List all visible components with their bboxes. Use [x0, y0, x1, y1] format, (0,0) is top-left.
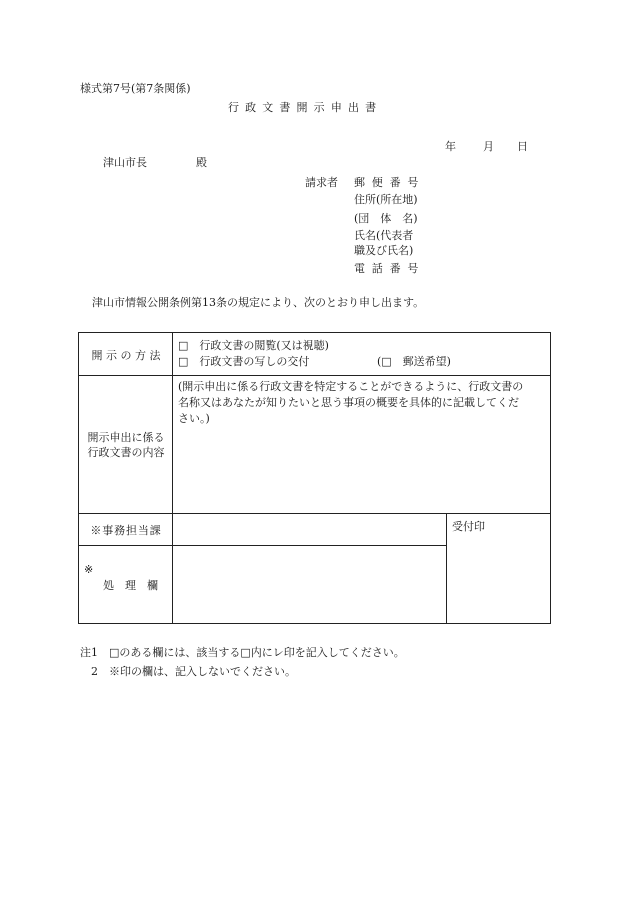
requester-phone: 電 話 番 号 [354, 262, 421, 275]
table-row-divider-1 [78, 375, 551, 376]
table-stamp-divider [446, 513, 447, 624]
requester-name-line2: 職及び氏名) [354, 244, 414, 257]
page-title: 行 政 文 書 開 示 申 出 書 [228, 101, 378, 114]
content-label-line2: 行政文書の内容 [87, 446, 165, 459]
requester-name-line1: 氏名(代表者 [354, 229, 414, 242]
note-2: 2 ※印の欄は、記入しないでください。 [91, 665, 296, 678]
requester-label: 請求者 [305, 176, 338, 189]
content-input-area[interactable] [173, 428, 550, 512]
dept-input[interactable] [173, 514, 445, 545]
date-day: 日 [517, 140, 528, 153]
stamp-label: 受付印 [452, 520, 485, 533]
table-border-top [78, 332, 551, 333]
process-label: 処 理 欄 [103, 579, 158, 592]
intro-text: 津山市情報公開条例第13条の規定により、次のとおり申し出ます。 [92, 296, 425, 309]
method-option-mail[interactable]: (□ 郵送希望) [377, 355, 451, 368]
table-border-bottom [78, 623, 551, 624]
content-note-line2: 名称又はあなたが知りたいと思う事項の概要を具体的に記載してくだ [178, 396, 519, 409]
addressee-honorific: 殿 [196, 156, 207, 169]
process-mark: ※ [84, 563, 94, 576]
content-label-line1: 開示申出に係る [87, 431, 165, 444]
date-year: 年 [445, 140, 456, 153]
note-1: 注1 □のある欄には、該当する□内にレ印を記入してください。 [80, 646, 405, 659]
date-month: 月 [483, 140, 494, 153]
content-note-line3: さい。) [178, 412, 210, 425]
requester-postal: 郵 便 番 号 [354, 176, 421, 189]
process-input[interactable] [173, 546, 445, 623]
addressee-name: 津山市長 [103, 156, 147, 169]
form-id: 様式第7号(第7条関係) [80, 82, 191, 95]
requester-address: 住所(所在地) [354, 193, 418, 206]
dept-label: ※事務担当課 [90, 524, 162, 537]
method-label: 開 示 の 方 法 [91, 349, 161, 362]
method-option-copy[interactable]: □ 行政文書の写しの交付 [178, 355, 310, 368]
requester-org: (団 体 名) [354, 212, 418, 225]
method-option-view[interactable]: □ 行政文書の閲覧(又は視聴) [178, 339, 329, 352]
content-note-line1: (開示申出に係る行政文書を特定することができるように、行政文書の [178, 380, 524, 393]
